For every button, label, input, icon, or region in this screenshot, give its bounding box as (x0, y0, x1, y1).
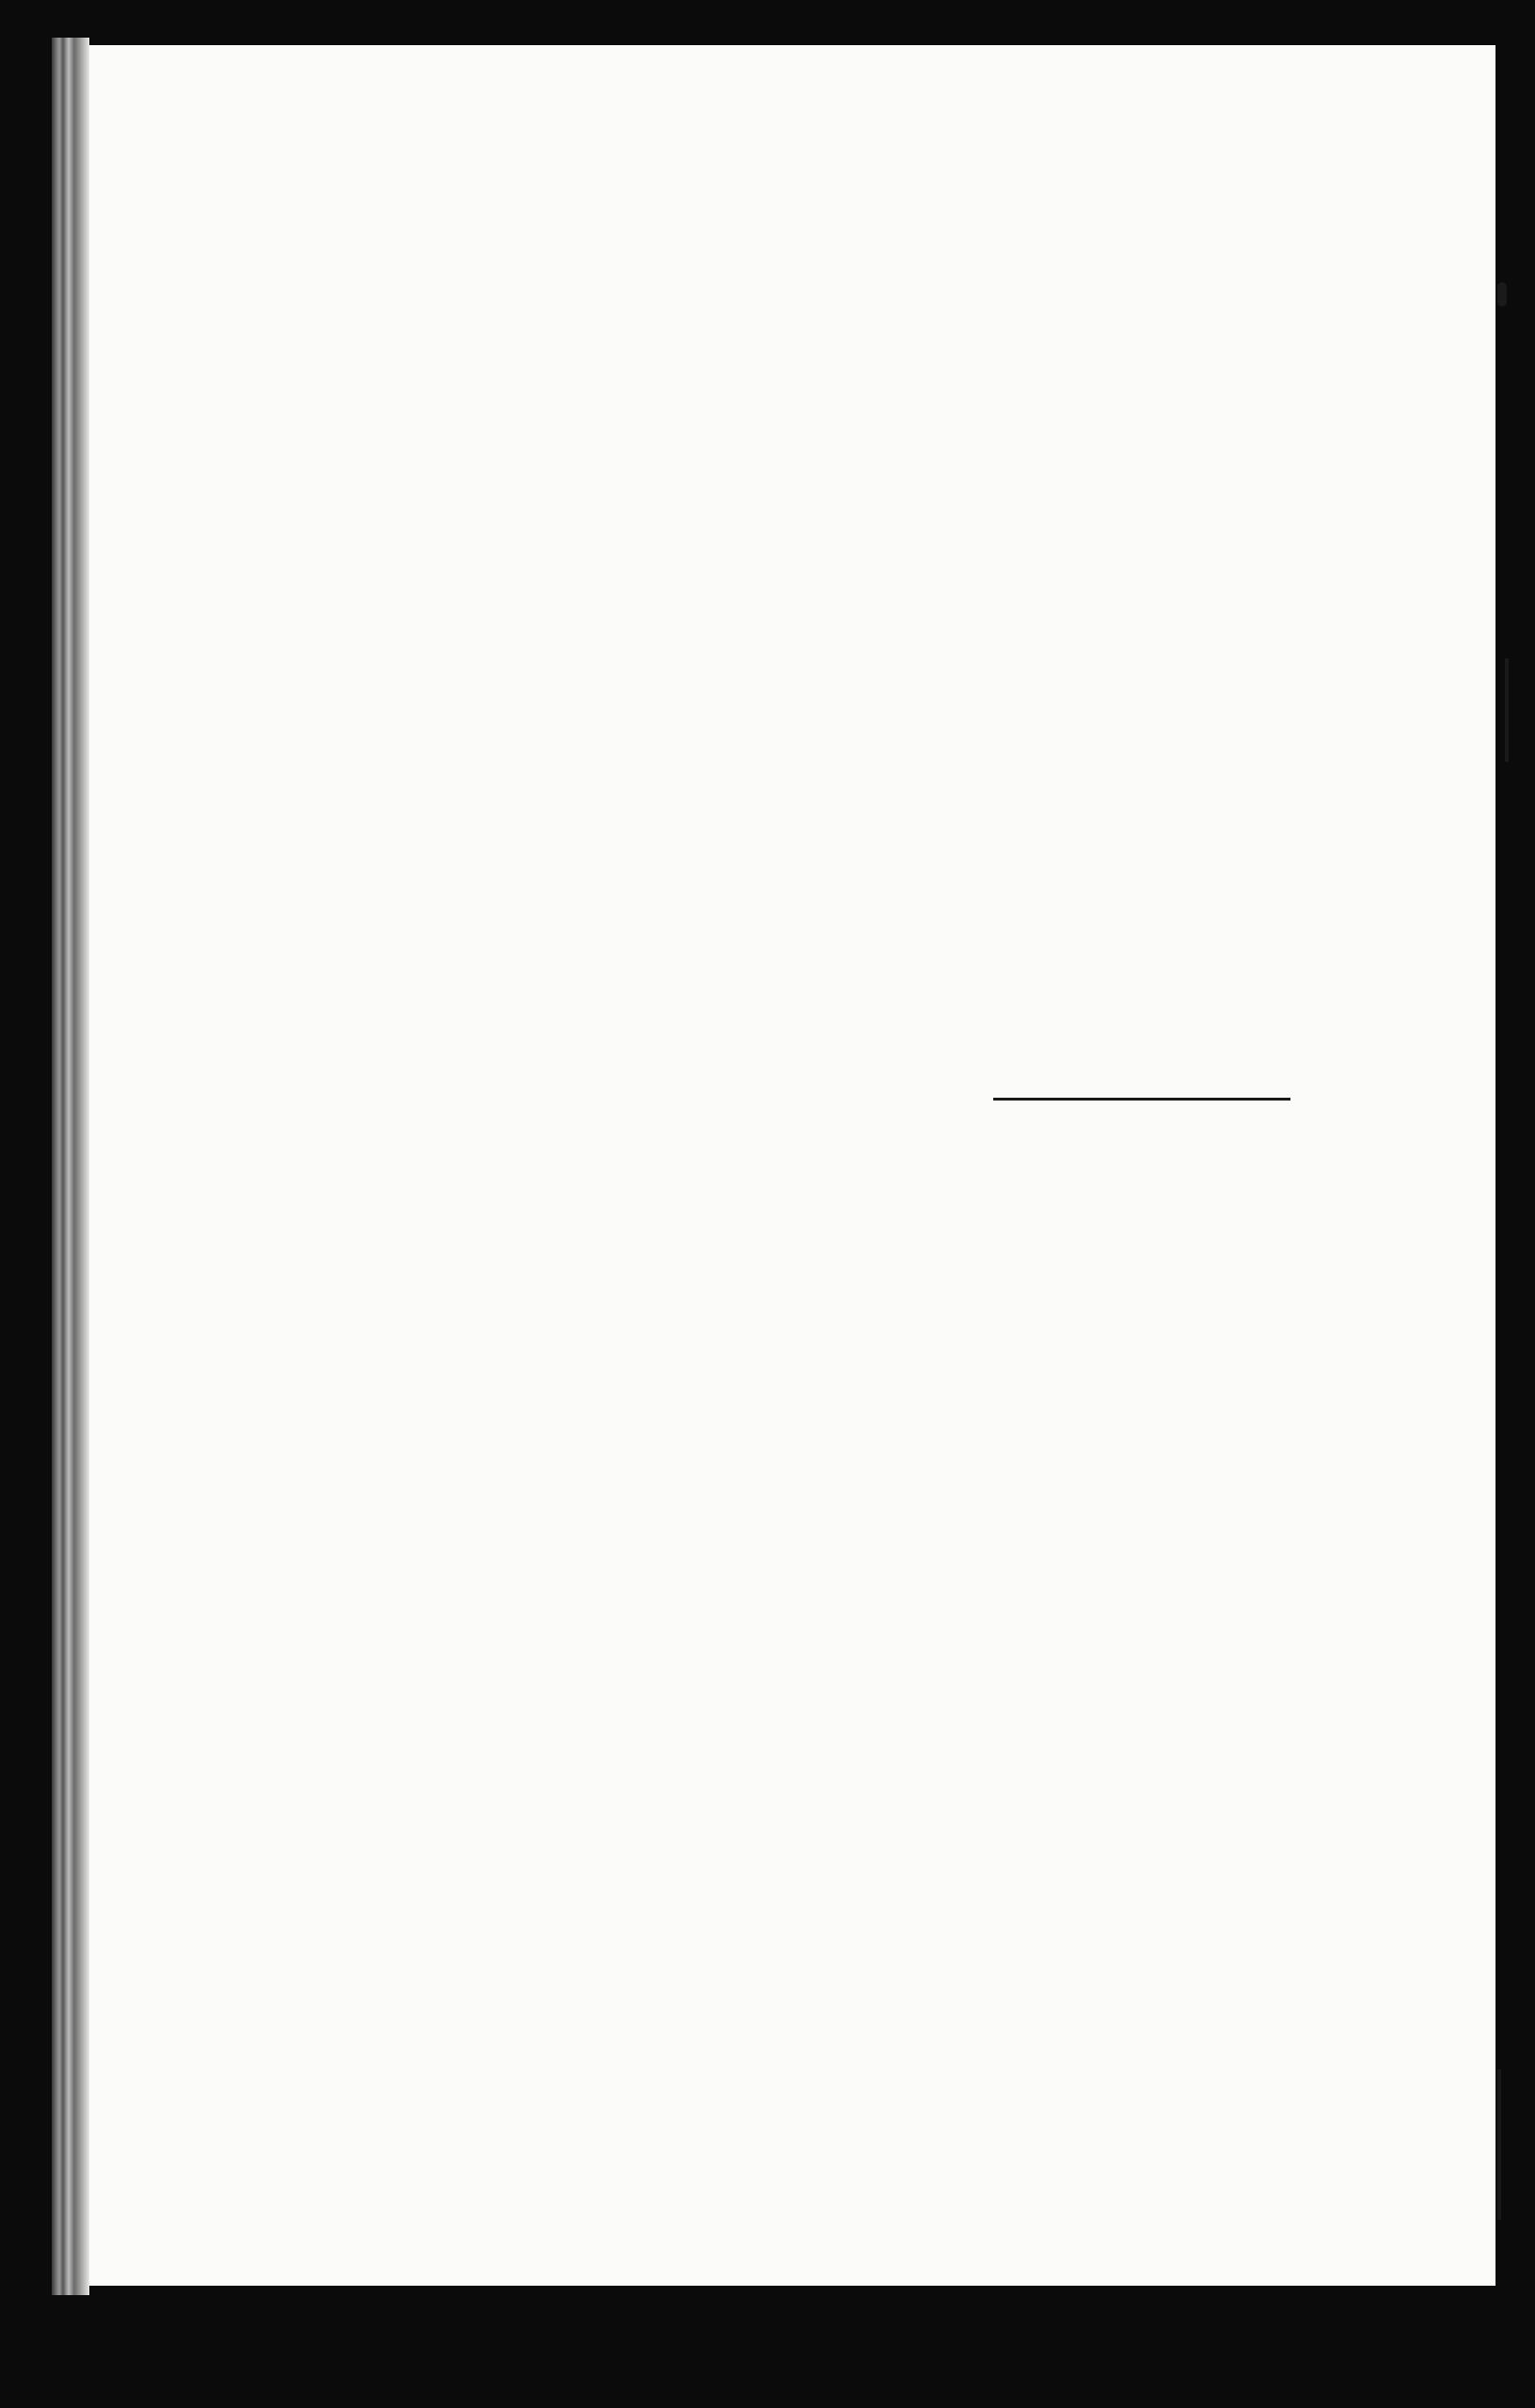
section-two-body (303, 1169, 1340, 1177)
title-underline (993, 1098, 1290, 1101)
page-sheet (66, 45, 1495, 2286)
book-gutter (52, 38, 89, 2295)
running-head (306, 246, 1359, 293)
scan-edge-marks (1488, 0, 1535, 2408)
